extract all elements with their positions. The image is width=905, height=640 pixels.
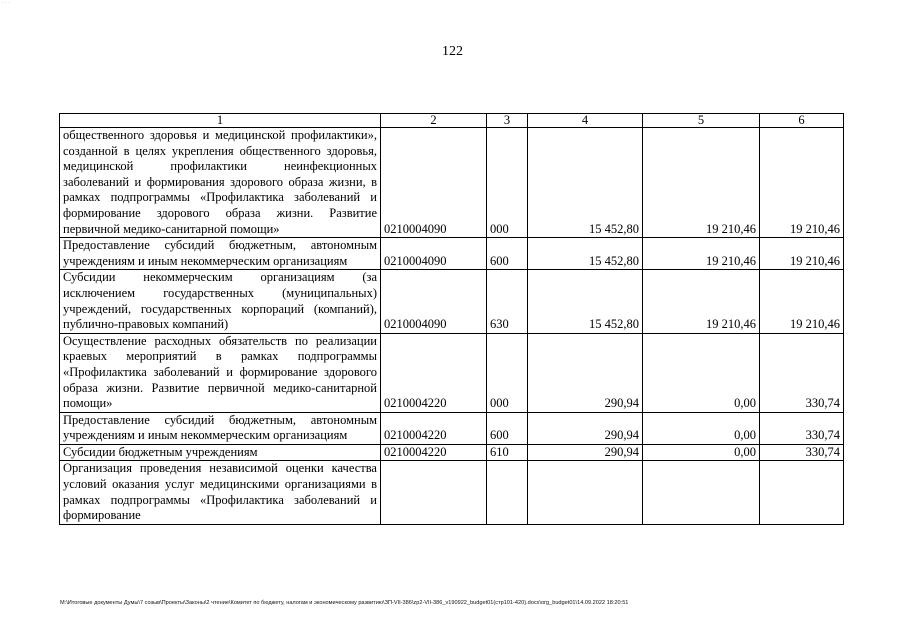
expense-name-cell: Осуществление расходных обязательств по реализации краевых мероприятий в рамках подпрограммы «Профилактика заболеваний и формирование здорового образа жизни. Развитие первичной медико-санитарной помощи» [60,333,381,412]
table-header-row [60,114,844,128]
amount-col6-cell [760,461,844,524]
amount-col4-cell: 290,94 [528,333,643,412]
amount-col6-cell: 19 210,46 [760,270,844,333]
amount-col4-cell: 290,94 [528,444,643,461]
column-header: 6 [760,114,844,128]
expense-type-cell [487,461,528,524]
target-code-cell: 0210004220 [381,412,487,444]
target-code-cell [381,461,487,524]
expense-type-cell: 600 [487,412,528,444]
target-code-cell: 0210004090 [381,128,487,238]
expense-type-cell: 600 [487,238,528,270]
table-row [60,444,844,461]
scan-artifact: · · · [2,0,10,6]
target-code-cell: 0210004090 [381,270,487,333]
expense-type-cell: 000 [487,128,528,238]
column-header: 5 [643,114,760,128]
amount-col6-cell: 19 210,46 [760,128,844,238]
expense-type-cell: 630 [487,270,528,333]
amount-col5-cell: 0,00 [643,444,760,461]
expense-name-cell: Организация проведения независимой оценки качества условий оказания услуг медицинскими организациями в рамках подпрограммы «Профилактика заболеваний и формирование [60,461,381,524]
expense-name-cell: общественного здоровья и медицинской профилактики», созданной в целях укрепления общественного здоровья, медицинской профилактики неинфекционных заболеваний и формирования здорового образа жизни, в рамках подпрограммы «Профилактика заболеваний и формирование здорового образа жизни. Развитие первичной медико-санитарной помощи» [60,128,381,238]
expense-name-cell: Предоставление субсидий бюджетным, автономным учреждениям и иным некоммерческим организациям [60,412,381,444]
table-row [60,270,844,333]
amount-col4-cell [528,461,643,524]
expense-type-cell: 610 [487,444,528,461]
target-code-cell: 0210004220 [381,444,487,461]
table-row [60,333,844,412]
table-row [60,238,844,270]
amount-col6-cell: 330,74 [760,412,844,444]
expense-type-cell: 000 [487,333,528,412]
amount-col5-cell: 19 210,46 [643,270,760,333]
amount-col4-cell: 15 452,80 [528,270,643,333]
amount-col5-cell: 0,00 [643,333,760,412]
column-header: 2 [381,114,487,128]
document-path-footer: M:\Итоговые документы Думы\7 созыв\Проекты\Законы\2 чтение\Комитет по бюджету, налогам и экономическому развитию\ЗП-VII-386\zp2-VII-386_v190922_budget01(стр101-420).docx\org_budget01\14.09.2022 18:20:51 [60,600,629,606]
table-row [60,461,844,524]
amount-col4-cell: 290,94 [528,412,643,444]
column-header: 1 [60,114,381,128]
amount-col6-cell: 330,74 [760,444,844,461]
amount-col5-cell [643,461,760,524]
expense-name-cell: Субсидии бюджетным учреждениям [60,444,381,461]
column-header: 4 [528,114,643,128]
page-number: 122 [442,44,463,59]
amount-col5-cell: 0,00 [643,412,760,444]
target-code-cell: 0210004220 [381,333,487,412]
amount-col4-cell: 15 452,80 [528,238,643,270]
amount-col4-cell: 15 452,80 [528,128,643,238]
table-row [60,128,844,238]
budget-table [59,113,844,525]
column-header: 3 [487,114,528,128]
amount-col6-cell: 19 210,46 [760,238,844,270]
expense-name-cell: Субсидии некоммерческим организациям (за исключением государственных (муниципальных) учреждений, государственных корпораций (компаний), публично-правовых компаний) [60,270,381,333]
amount-col5-cell: 19 210,46 [643,128,760,238]
amount-col5-cell: 19 210,46 [643,238,760,270]
amount-col6-cell: 330,74 [760,333,844,412]
table-row [60,412,844,444]
expense-name-cell: Предоставление субсидий бюджетным, автономным учреждениям и иным некоммерческим организациям [60,238,381,270]
target-code-cell: 0210004090 [381,238,487,270]
